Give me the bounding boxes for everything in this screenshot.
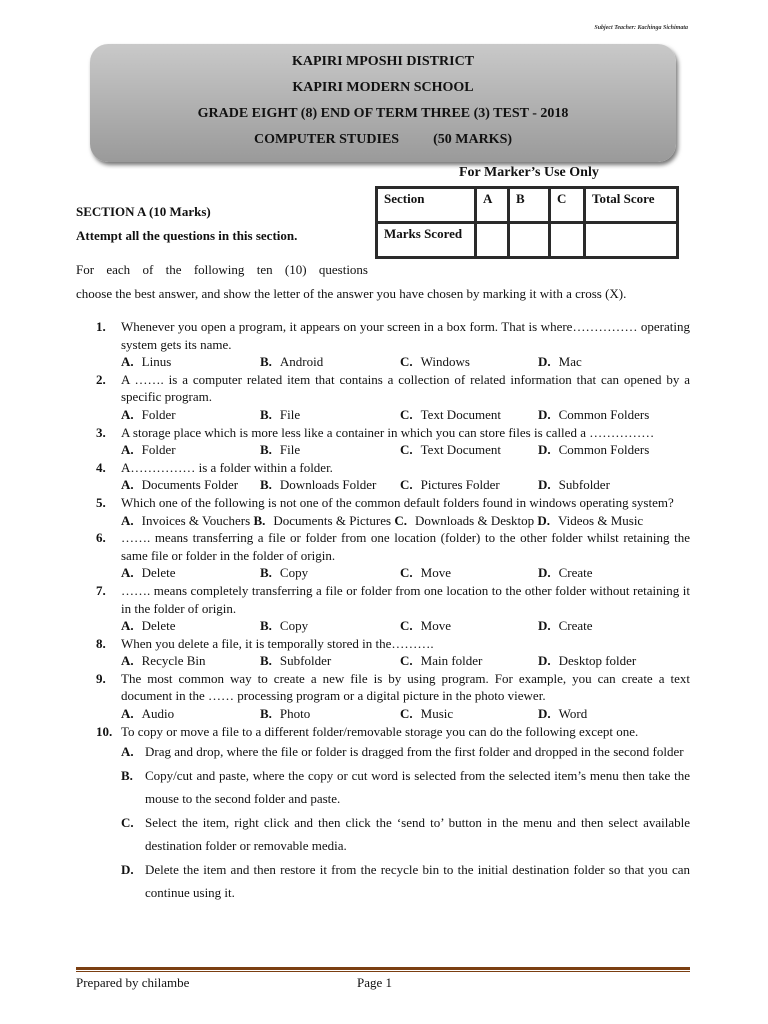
option-c — [400, 406, 538, 424]
option-b — [260, 406, 400, 424]
question-5 — [96, 494, 690, 512]
option-b — [121, 764, 690, 811]
option-letter: C. — [400, 653, 413, 669]
option-a: Invoices & Vouchers — [141, 512, 254, 528]
option-text: Copy — [279, 618, 309, 634]
total-marks: (50 MARKS) — [433, 132, 513, 147]
option-a — [121, 740, 690, 764]
question-text: A ……. is a computer related item that contains a collection of related information that can opened by a specific program. — [121, 371, 690, 405]
option-letter: A. — [121, 744, 134, 760]
option-text: Select the item, right click and then click the ‘send to’ button in the menu and then select available destination folder or removable media. — [145, 814, 690, 854]
option-d — [538, 476, 610, 494]
option-letter: C. — [400, 354, 413, 370]
option-b — [260, 476, 400, 494]
option-text: Delete — [141, 618, 176, 634]
option-text: Copy — [279, 565, 309, 581]
option-text: Main folder — [420, 653, 483, 669]
option-letter: A. — [121, 706, 134, 722]
option-letter: C. — [400, 565, 413, 581]
option-text: Documents Folder — [141, 477, 239, 493]
question-number: 7. — [96, 582, 106, 598]
question-3-options — [96, 441, 690, 459]
question-number: 8. — [96, 635, 106, 651]
option-letter: B. — [260, 706, 272, 722]
option-d — [121, 858, 690, 905]
option-letter: D. — [537, 512, 551, 528]
option-letter: B. — [260, 565, 272, 581]
option-letter: A. — [121, 477, 134, 493]
question-10 — [96, 723, 690, 741]
option-letter: C. — [394, 512, 407, 528]
option-text: Windows — [420, 354, 470, 370]
option-letter: A. — [121, 653, 134, 669]
option-text: Create — [558, 618, 593, 634]
option-b — [260, 441, 400, 459]
option-letter: A. — [121, 565, 134, 581]
option-d — [538, 705, 587, 723]
question-number: 1. — [96, 319, 106, 334]
option-text: Recycle Bin — [141, 653, 206, 669]
question-5-options — [96, 512, 690, 530]
option-text: File — [279, 406, 301, 422]
option-letter: B. — [260, 354, 272, 370]
section-attempt: Attempt all the questions in this section. — [76, 228, 298, 243]
option-c — [400, 441, 538, 459]
question-4 — [96, 459, 690, 477]
option-letter: B. — [260, 406, 272, 422]
option-text: Photo — [279, 706, 311, 722]
marker-cell-b — [510, 224, 548, 256]
question-number: 2. — [96, 371, 106, 387]
option-letter: C. — [400, 477, 413, 493]
option-a — [121, 353, 260, 371]
option-text: Move — [420, 618, 451, 634]
option-a — [121, 406, 260, 424]
instructions-line2: choose the best answer, and show the letter of the answer you have chosen by marking it with a cross (X). — [76, 286, 627, 301]
option-letter: D. — [538, 354, 551, 370]
option-d — [538, 652, 636, 670]
option-letter: A. — [121, 512, 134, 528]
marker-header-a: A — [477, 189, 507, 221]
option-a — [121, 564, 260, 582]
option-text: Subfolder — [558, 477, 610, 493]
option-text: Folder — [141, 442, 176, 458]
option-d: Videos & Music — [558, 512, 644, 528]
question-1-options — [96, 353, 690, 371]
question-8-options — [96, 652, 690, 670]
question-text: ……. means transferring a file or folder from one location (folder) to the other folder whilst retaining the same file or folder in the folder of origin. — [121, 530, 690, 563]
marker-title: For Marker’s Use Only — [459, 165, 599, 180]
option-letter: D. — [538, 406, 551, 422]
option-text: Text Document — [420, 406, 501, 422]
question-number: 4. — [96, 459, 106, 475]
question-9 — [96, 670, 690, 705]
question-text: To copy or move a file to a different folder/removable storage you can do the following except one. — [121, 723, 639, 739]
option-c — [400, 705, 538, 723]
option-b — [260, 617, 400, 635]
option-b — [260, 652, 400, 670]
option-text: Android — [279, 354, 324, 370]
exam-title: GRADE EIGHT (8) END OF TERM THREE (3) TEST - 2018 — [197, 106, 569, 121]
question-number: 9. — [96, 670, 106, 686]
option-letter: B. — [253, 512, 266, 528]
option-letter: D. — [538, 706, 551, 722]
question-10-options — [96, 740, 690, 905]
marker-cell-a — [477, 224, 507, 256]
option-letter: C. — [121, 814, 134, 830]
option-letter: D. — [121, 861, 134, 877]
footer-rule — [76, 967, 690, 970]
option-text: File — [279, 442, 301, 458]
option-c — [400, 617, 538, 635]
question-1 — [96, 318, 690, 353]
marker-row-label: Marks Scored — [378, 224, 474, 256]
option-text: Text Document — [420, 442, 501, 458]
option-letter: C. — [400, 406, 413, 422]
option-d — [538, 564, 593, 582]
option-text: Audio — [141, 706, 175, 722]
instructions-line1: For each of the following ten (10) questions — [76, 262, 368, 277]
option-letter: B. — [260, 477, 272, 493]
option-c: Downloads & Desktop — [414, 512, 538, 528]
option-text: Folder — [141, 406, 176, 422]
option-text: Common Folders — [558, 406, 650, 422]
marker-header-c: C — [551, 189, 583, 221]
option-text: Move — [420, 565, 451, 581]
option-letter: D. — [538, 477, 551, 493]
option-a — [121, 441, 260, 459]
marker-header-section: Section — [378, 189, 474, 221]
question-list — [96, 318, 690, 905]
option-text: Pictures Folder — [420, 477, 500, 493]
option-d — [538, 617, 593, 635]
subject-name: COMPUTER STUDIES — [253, 132, 400, 147]
option-letter: C. — [400, 618, 413, 634]
option-text: Drag and drop, where the file or folder is dragged from the first folder and dropped in the second folder — [145, 744, 684, 760]
question-8 — [96, 635, 690, 653]
option-b — [260, 705, 400, 723]
option-letter: D. — [538, 618, 551, 634]
option-letter: D. — [538, 653, 551, 669]
district-title: KAPIRI MPOSHI DISTRICT — [291, 54, 475, 69]
footer-page: Page 1 — [357, 975, 393, 990]
option-letter: B. — [260, 653, 272, 669]
option-text: Subfolder — [279, 653, 332, 669]
subject-title — [90, 127, 676, 153]
option-c — [400, 476, 538, 494]
question-7-options — [96, 617, 690, 635]
option-letter: B. — [260, 442, 272, 458]
option-letter: C. — [400, 442, 413, 458]
option-c — [400, 564, 538, 582]
school-title: KAPIRI MODERN SCHOOL — [292, 80, 474, 95]
option-a — [121, 705, 260, 723]
question-2-options — [96, 406, 690, 424]
question-number: 5. — [96, 494, 106, 510]
option-a — [121, 476, 260, 494]
title-banner — [90, 44, 676, 162]
option-letter: B. — [121, 767, 133, 783]
question-text: ……. means completely transferring a file or folder from one location to the other folder without retaining it in the folder of origin. — [121, 582, 690, 616]
option-c — [400, 652, 538, 670]
question-text: The most common way to create a new file is by using program. For example, you can create a text document in the …… processing program or a digital picture in the photo viewer. — [121, 670, 690, 704]
option-c — [121, 811, 690, 858]
option-letter: D. — [538, 565, 551, 581]
footer-rule-thin — [76, 971, 690, 972]
marker-table — [375, 186, 679, 259]
option-b: Documents & Pictures — [273, 512, 395, 528]
question-6 — [96, 529, 690, 564]
footer-prepared: Prepared by chilambe — [76, 975, 190, 990]
option-text: Music — [420, 706, 454, 722]
marker-cell-c — [551, 224, 583, 256]
question-4-options — [96, 476, 690, 494]
marker-header-b: B — [510, 189, 548, 221]
question-text: A storage place which is more less like a container in which you can store files is called a …………… — [121, 424, 655, 440]
question-text: Which one of the following is not one of the common default folders found in windows operating system? — [121, 494, 674, 510]
option-b — [260, 564, 400, 582]
option-text: Word — [558, 706, 588, 722]
option-text: Mac — [558, 354, 582, 370]
option-letter: A. — [121, 406, 134, 422]
option-letter: A. — [121, 442, 134, 458]
question-2 — [96, 371, 690, 406]
option-text: Linus — [141, 354, 172, 370]
question-9-options — [96, 705, 690, 723]
option-letter: C. — [400, 706, 413, 722]
option-d — [538, 441, 649, 459]
option-c — [400, 353, 538, 371]
question-text: Whenever you open a program, it appears on your screen in a box form. That is where…………… operating system gets its name. — [121, 319, 690, 352]
option-text: Desktop folder — [558, 653, 637, 669]
option-a — [121, 617, 260, 635]
option-text: Delete the item and then restore it from the recycle bin to the initial destination folder so that you can continue using it. — [145, 861, 690, 901]
option-letter: B. — [260, 618, 272, 634]
option-b — [260, 353, 400, 371]
option-text: Copy/cut and paste, where the copy or cut word is selected from the selected item’s menu then take the mouse to the second folder and paste. — [145, 767, 690, 807]
option-text: Delete — [141, 565, 176, 581]
marker-cell-total — [586, 224, 676, 256]
option-text: Downloads Folder — [279, 477, 377, 493]
question-number: 3. — [96, 424, 106, 440]
question-7 — [96, 582, 690, 617]
question-number: 6. — [96, 530, 106, 546]
option-letter: A. — [121, 354, 134, 370]
option-text: Create — [558, 565, 593, 581]
option-letter: D. — [538, 442, 551, 458]
question-text: A…………… is a folder within a folder. — [121, 459, 333, 475]
question-number: 10. — [96, 723, 113, 739]
question-text: When you delete a file, it is temporally stored in the………. — [121, 635, 434, 651]
option-a — [121, 652, 260, 670]
subject-teacher: Subject Teacher: Kachinga Sichimata — [594, 25, 688, 31]
question-3 — [96, 424, 690, 442]
option-d — [538, 353, 582, 371]
option-d — [538, 406, 649, 424]
question-6-options — [96, 564, 690, 582]
section-title: SECTION A (10 Marks) — [76, 204, 211, 219]
marker-header-total: Total Score — [586, 189, 676, 221]
option-letter: A. — [121, 618, 134, 634]
option-text: Common Folders — [558, 442, 650, 458]
